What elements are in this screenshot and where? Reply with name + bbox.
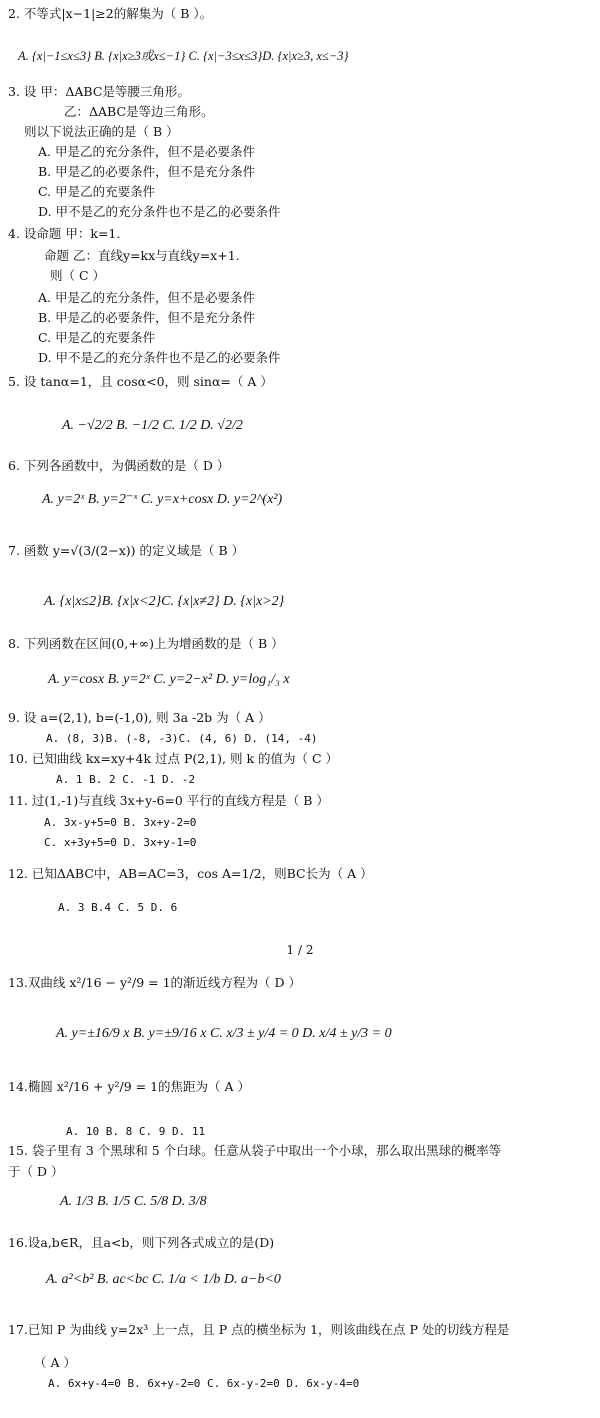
page-number: 1 / 2 xyxy=(286,943,314,957)
q11-stem: 11. 过(1,-1)与直线 3x+y-6=0 平行的直线方程是（ B ） xyxy=(8,793,329,808)
q2-options: A. {x|−1≤x≤3} B. {x|x≥3或x≤−1} C. {x|−3≤x≤3}D. {x|x≥3, x≤−3} xyxy=(18,49,349,63)
q5-options: A. −√2/2 B. −1/2 C. 1/2 D. √2/2 xyxy=(62,418,243,433)
q4-option-d: D. 甲不是乙的充分条件也不是乙的必要条件 xyxy=(38,350,281,365)
q12-stem: 12. 已知ΔABC中，AB=AC=3，cos A=1/2，则BC长为（ A ） xyxy=(8,866,373,881)
q3-option-d: D. 甲不是乙的充分条件也不是乙的必要条件 xyxy=(38,204,281,219)
q6-options: A. y=2ˣ B. y=2⁻ˣ C. y=x+cosx D. y=2^(x²) xyxy=(42,492,283,507)
q7-options: A. {x|x≤2}B. {x|x<2}C. {x|x≠2} D. {x|x>2} xyxy=(44,594,285,609)
q3-stem: 3. 设 甲：ΔABC是等腰三角形。 xyxy=(8,84,190,99)
q4-option-b: B. 甲是乙的必要条件，但不是充分条件 xyxy=(38,310,256,325)
q17-stem: 17.已知 P 为曲线 y=2x³ 上一点，且 P 点的横坐标为 1，则该曲线在点 P 处的切线方程是 xyxy=(8,1322,510,1337)
q4-option-a: A. 甲是乙的充分条件，但不是必要条件 xyxy=(38,290,255,305)
q16-options: A. a²<b² B. ac<bc C. 1/a < 1/b D. a−b<0 xyxy=(46,1272,281,1287)
q4-stem: 4. 设命题 甲：k=1. xyxy=(8,226,121,241)
q3-line3: 则以下说法正确的是（ B ） xyxy=(24,124,179,139)
q6-stem: 6. 下列各函数中，为偶函数的是（ D ） xyxy=(8,458,230,473)
q13-stem: 13.双曲线 x²/16 − y²/9 = 1的渐近线方程为（ D ） xyxy=(8,975,302,990)
q12-options: A. 3 B.4 C. 5 D. 6 xyxy=(58,901,178,914)
q8-options: A. y=cosx B. y=2ˣ C. y=2−x² D. y=log₁/₃ x xyxy=(48,672,290,687)
q11-options-ab: A. 3x-y+5=0 B. 3x+y-2=0 xyxy=(44,816,197,829)
q13-options: A. y=±16/9 x B. y=±9/16 x C. x/3 ± y/4 = 0 D. x/4 ± y/3 = 0 xyxy=(56,1026,392,1041)
q3-option-a: A. 甲是乙的充分条件，但不是必要条件 xyxy=(38,144,255,159)
q11-options-cd: C. x+3y+5=0 D. 3x+y-1=0 xyxy=(44,836,197,849)
q7-stem: 7. 函数 y=√(3/(2−x)) 的定义域是（ B ） xyxy=(8,543,245,558)
q15-options: A. 1/3 B. 1/5 C. 5/8 D. 3/8 xyxy=(60,1194,207,1209)
q4-option-c: C. 甲是乙的充要条件 xyxy=(38,330,156,345)
q3-option-b: B. 甲是乙的必要条件，但不是充分条件 xyxy=(38,164,256,179)
q3-line2: 乙：ΔABC是等边三角形。 xyxy=(64,104,214,119)
q9-options: A. (8, 3)B. (-8, -3)C. (4, 6) D. (14, -4) xyxy=(46,732,318,745)
q5-stem: 5. 设 tanα=1，且 cosα<0，则 sinα=（ A ） xyxy=(8,374,273,389)
q9-stem: 9. 设 a=(2,1), b=(-1,0), 则 3a -2b 为（ A ） xyxy=(8,710,271,725)
q2-stem: 2. 不等式|x−1|≥2的解集为（ B ）。 xyxy=(8,6,213,21)
q17-line2: （ A ） xyxy=(34,1355,76,1370)
q4-line2: 命题 乙：直线y=kx与直线y=x+1. xyxy=(44,248,240,263)
q3-option-c: C. 甲是乙的充要条件 xyxy=(38,184,156,199)
q8-stem: 8. 下列函数在区间(0,+∞)上为增函数的是（ B ） xyxy=(8,636,284,651)
q16-stem: 16.设a,b∈R，且a<b，则下列各式成立的是(D) xyxy=(8,1235,275,1250)
q14-options: A. 10 B. 8 C. 9 D. 11 xyxy=(66,1125,206,1138)
q15-line2: 于（ D ） xyxy=(8,1164,64,1179)
q15-stem: 15. 袋子里有 3 个黑球和 5 个白球。任意从袋子中取出一个小球，那么取出黑球的概率等 xyxy=(8,1143,502,1158)
q14-stem: 14.椭圆 x²/16 + y²/9 = 1的焦距为（ A ） xyxy=(8,1079,251,1094)
q4-line3: 则（ C ） xyxy=(50,268,106,283)
q10-stem: 10. 已知曲线 kx=xy+4k 过点 P(2,1), 则 k 的值为（ C ） xyxy=(8,751,339,766)
q10-options: A. 1 B. 2 C. -1 D. -2 xyxy=(56,773,196,786)
q17-options: A. 6x+y-4=0 B. 6x+y-2=0 C. 6x-y-2=0 D. 6x-y-4=0 xyxy=(48,1377,360,1390)
